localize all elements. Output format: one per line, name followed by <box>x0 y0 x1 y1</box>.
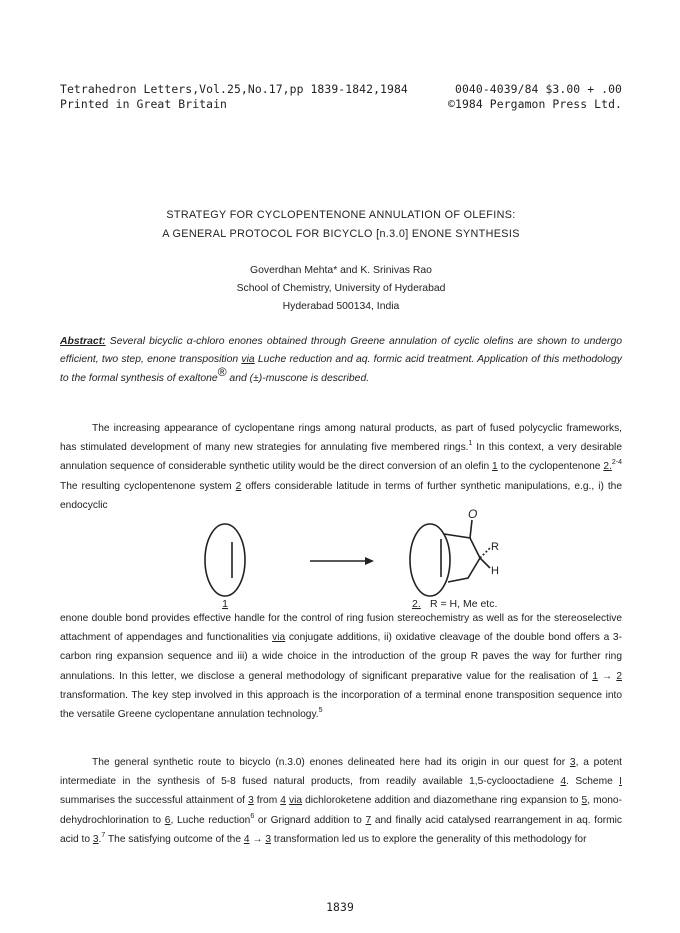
h-label: H <box>491 565 499 577</box>
compound-2-label: 2. <box>412 598 421 610</box>
printed-in: Printed in Great Britain <box>60 97 227 111</box>
registered-mark: ® <box>217 364 227 379</box>
author-block <box>60 262 622 316</box>
paragraph-2: enone double bond provides effective handle for the control of ring fusion stereochemistry as well as for the stereoselective attachment of appendages and functionalities via conjugate additions, ii) oxidative cleavage of the double bond offers a 3-carbon ring expansion sequence and iii) a wide choice in the introduction of the group R paves the way for further ring annulations. In this letter, we disclose a general methodology of significant preparative value for the realisation of 1 → 2 transformation. The key step involved in this approach is the incorporation of a terminal enone transposition sequence into the versatile Greene cyclopentane annulation technology.$^5$ <box>60 613 622 721</box>
carbonyl-bond <box>470 520 472 538</box>
r-label: R <box>491 541 499 553</box>
page-number: 1839 <box>326 900 354 914</box>
affiliation: School of Chemistry, University of Hyderabad <box>236 283 446 294</box>
paragraph-1: The increasing appearance of cyclopentane rings among natural products, as part of fused polycyclic frameworks, has stimulated development of many new strategies for annulating five membered rings.$^1$ In this context, a very desirable annulation sequence of considerable synthetic utility would be the direct conversion of an olefin 1 to the cyclopentenone 2.$^{2-4}$ The resulting cyclopentenone system 2 offers considerable latitude in terms of further synthetic manipulations, e.g., i) the endocyclic <box>60 423 622 511</box>
address: Hyderabad 500134, India <box>282 301 400 312</box>
author-names: Goverdhan Mehta* and K. Srinivas Rao <box>250 265 432 276</box>
paper-title <box>60 206 622 244</box>
scheme-drawing <box>60 506 622 610</box>
copyright: ©1984 Pergamon Press Ltd. <box>448 97 622 111</box>
compound-2-caption: R = H, Me etc. <box>430 598 498 610</box>
journal-citation: Tetrahedron Letters,Vol.25,No.17,pp 1839-1842,1984 <box>60 82 408 96</box>
paragraph-3: The general synthetic route to bicyclo (n.3.0) enones delineated here had its origin in our quest for 3, a potent intermediate in the synthesis of 5-8 fused natural products, from readily available 1,5-cyclooctadiene 4. Scheme I summarises the successful attainment of 3 from 4 via dichloroketene addition and diazomethane ring expansion to 5, mono-dehydrochlorination to 6, Luche reduction$^6$ or Grignard addition to 7 and finally acid catalysed rearrangement in aq. formic acid to 3.$^7$ The satisfying outcome of the 4 → 3 transformation led us to explore the generality of this methodology for <box>60 757 622 845</box>
abstract-label: Abstract: <box>60 336 106 347</box>
journal-header <box>60 82 622 112</box>
issn-price: 0040-4039/84 $3.00 + .00 <box>455 82 622 96</box>
olefin-ring <box>205 524 245 596</box>
abstract: Abstract: Several bicyclic α-chloro enones obtained through Greene annulation of cyclic olefins are shown to undergo efficient, two step, enone transposition via Luche reduction and aq. formic acid treatment. Application of this methodology to the formal synthesis of exaltone® and (±)-muscone is described. <box>60 336 622 384</box>
reaction-scheme <box>60 506 622 610</box>
title-line-1: STRATEGY FOR CYCLOPENTENONE ANNULATION OF OLEFINS: <box>166 209 516 221</box>
r-bond <box>480 548 490 558</box>
arrow-head <box>365 557 374 565</box>
oxygen-label: O <box>468 507 478 521</box>
compound-1-label: 1 <box>222 598 228 610</box>
h-bond <box>480 558 490 568</box>
title-line-2: A GENERAL PROTOCOL FOR BICYCLO [n.3.0] ENONE SYNTHESIS <box>162 228 520 240</box>
